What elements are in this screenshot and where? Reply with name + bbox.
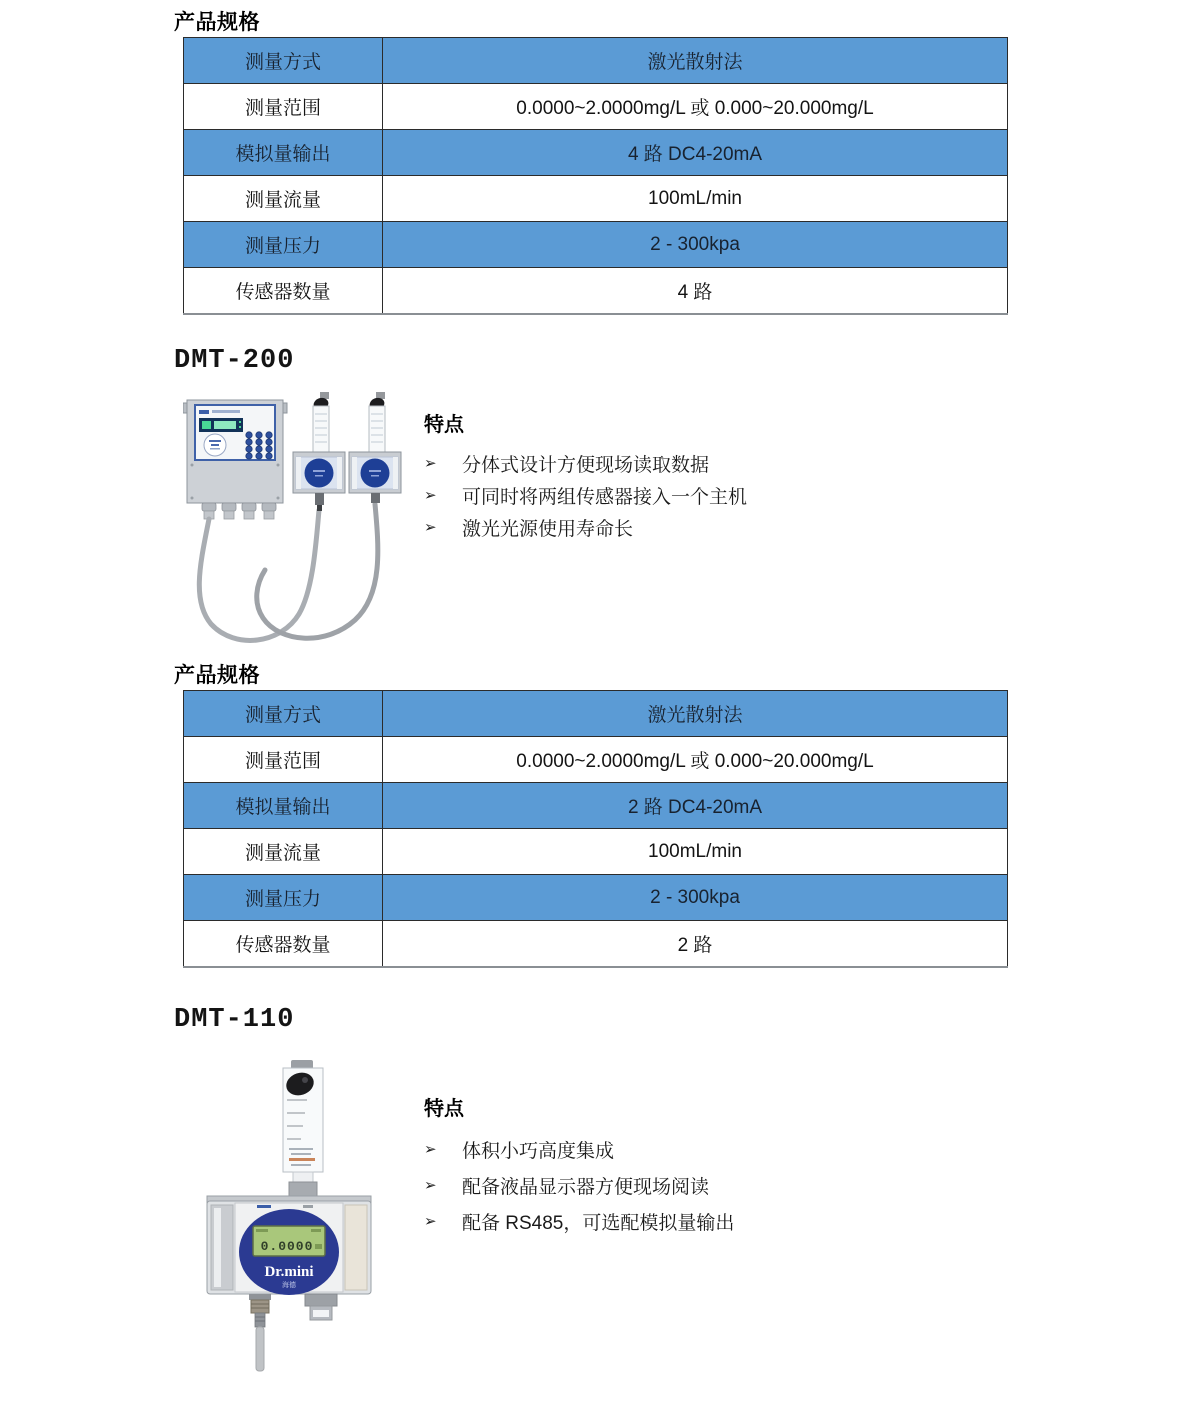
arrow-bullet-icon: ➢ <box>424 1213 437 1230</box>
spec-label: 测量方式 <box>184 691 383 737</box>
feature-text: 分体式设计方便现场读取数据 <box>462 454 710 476</box>
flow-meter <box>283 1060 323 1172</box>
feature-item <box>424 1203 904 1239</box>
spec-value: 0.0000~2.0000mg/L 或 0.000~20.000mg/L <box>383 737 1008 783</box>
dmt200-features <box>424 408 904 543</box>
arrow-bullet-icon: ➢ <box>424 519 437 536</box>
table-row <box>184 84 1008 130</box>
arrow-bullet-icon: ➢ <box>424 455 437 472</box>
feature-text: 配备液晶显示器方便现场阅读 <box>462 1176 710 1198</box>
spec-value: 激光散射法 <box>383 691 1008 737</box>
dmt200-product-image <box>183 392 415 655</box>
controller-badge <box>204 434 226 456</box>
table-row <box>184 875 1008 921</box>
controller-unit <box>183 400 287 519</box>
spec-label: 模拟量输出 <box>184 783 383 829</box>
spec-value: 2 路 DC4-20mA <box>383 783 1008 829</box>
spec-label: 传感器数量 <box>184 268 383 315</box>
arrow-bullet-icon: ➢ <box>424 1141 437 1158</box>
spec-value: 0.0000~2.0000mg/L 或 0.000~20.000mg/L <box>383 84 1008 130</box>
table-row <box>184 268 1008 315</box>
spec-value: 4 路 <box>383 268 1008 315</box>
brand-sublabel: 海德 <box>282 1282 296 1289</box>
spec-value: 2 - 300kpa <box>383 875 1008 921</box>
sensor-cable-1 <box>199 510 319 640</box>
sensor-unit-1 <box>293 452 345 511</box>
flow-meter-stem <box>293 1172 313 1182</box>
dmt110-features <box>424 1092 904 1239</box>
brand-label: Dr.mini <box>264 1264 314 1280</box>
table-row <box>184 829 1008 875</box>
spec-value: 2 路 <box>383 921 1008 968</box>
arrow-bullet-icon: ➢ <box>424 1177 437 1194</box>
features-title: 特点 <box>424 1098 464 1120</box>
dmt110-product-image <box>205 1060 405 1375</box>
model-heading-dmt110: DMT-110 <box>174 1005 295 1035</box>
flow-meter-1 <box>312 392 330 452</box>
feature-text: 可同时将两组传感器接入一个主机 <box>462 486 748 508</box>
controller-keypad <box>246 432 272 459</box>
spec-label: 测量压力 <box>184 222 383 268</box>
feature-text: 激光光源使用寿命长 <box>462 518 634 540</box>
inlet-adapter <box>289 1182 317 1196</box>
lcd-display <box>253 1226 325 1256</box>
table-row <box>184 176 1008 222</box>
feature-item <box>424 479 904 511</box>
table-row <box>184 783 1008 829</box>
spec-table-2 <box>183 690 1008 968</box>
spec-label: 测量流量 <box>184 176 383 222</box>
feature-item <box>424 1131 904 1167</box>
flow-meter-2 <box>368 392 386 452</box>
spec-value: 2 - 300kpa <box>383 222 1008 268</box>
spec-label: 测量方式 <box>184 38 383 84</box>
cable-glands <box>202 503 276 519</box>
spec-table-1 <box>183 37 1008 315</box>
sensor-unit-2 <box>349 452 401 503</box>
spec-heading-2: 产品规格 <box>174 664 260 687</box>
feature-text: 配备 RS485，可选配模拟量输出 <box>462 1212 735 1234</box>
spec-value: 4 路 DC4-20mA <box>383 130 1008 176</box>
spec-value: 激光散射法 <box>383 38 1008 84</box>
main-body <box>207 1196 371 1295</box>
feature-item <box>424 447 904 479</box>
features-title: 特点 <box>424 414 464 436</box>
cable-connector <box>249 1294 271 1371</box>
table-row <box>184 921 1008 968</box>
feature-item <box>424 511 904 543</box>
spec-value: 100mL/min <box>383 829 1008 875</box>
spec-label: 传感器数量 <box>184 921 383 968</box>
model-heading-dmt200: DMT-200 <box>174 346 295 376</box>
spec-label: 测量流量 <box>184 829 383 875</box>
feature-text: 体积小巧高度集成 <box>462 1140 615 1162</box>
signal-cable <box>256 1327 264 1371</box>
spec-label: 测量范围 <box>184 737 383 783</box>
spec-label: 模拟量输出 <box>184 130 383 176</box>
table-row <box>184 737 1008 783</box>
table-row <box>184 38 1008 84</box>
feature-list <box>424 447 904 543</box>
feature-item <box>424 1167 904 1203</box>
outlet-connector <box>305 1294 337 1320</box>
spec-label: 测量压力 <box>184 875 383 921</box>
spec-heading-1: 产品规格 <box>174 11 260 34</box>
spec-label: 测量范围 <box>184 84 383 130</box>
table-row <box>184 691 1008 737</box>
table-row <box>184 130 1008 176</box>
spec-value: 100mL/min <box>383 176 1008 222</box>
lcd-value: 0.0000 <box>260 1239 314 1254</box>
arrow-bullet-icon: ➢ <box>424 487 437 504</box>
feature-list <box>424 1131 904 1239</box>
table-row <box>184 222 1008 268</box>
controller-lcd <box>199 418 243 432</box>
